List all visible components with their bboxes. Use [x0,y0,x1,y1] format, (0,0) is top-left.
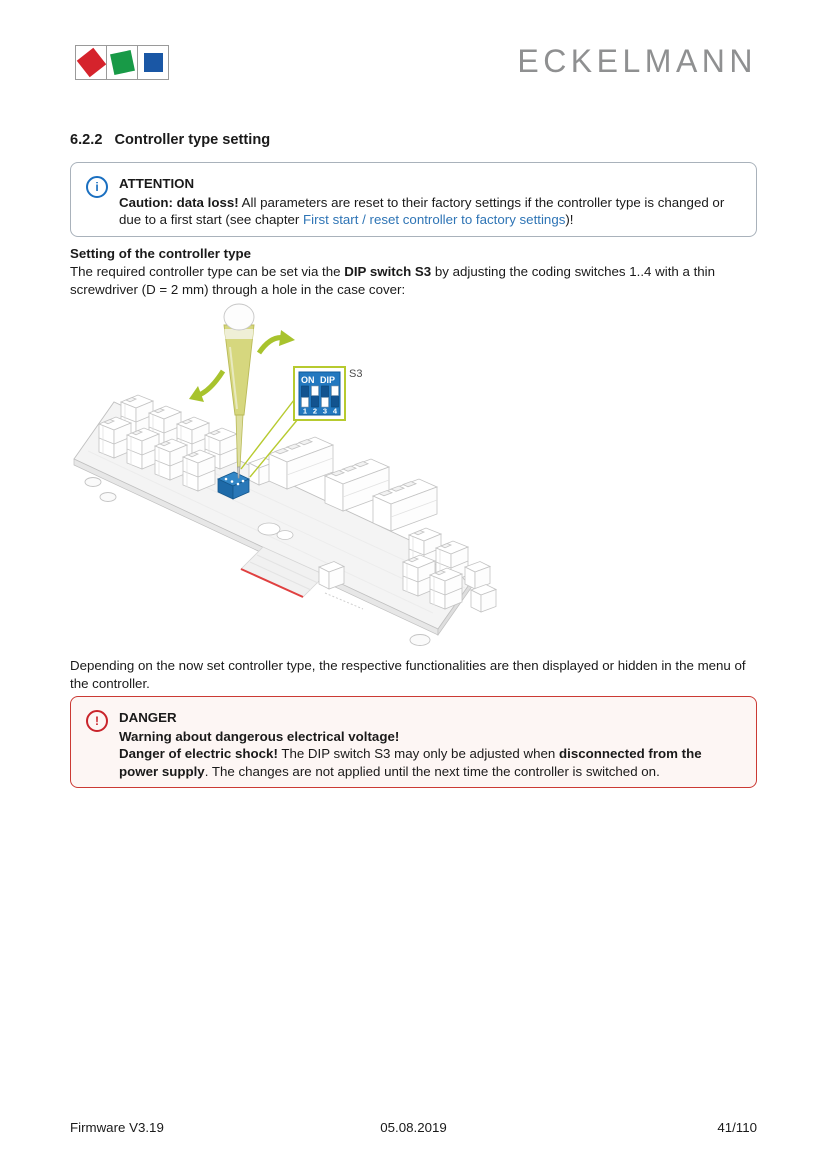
logo-cell-blue [137,45,169,80]
logo-cell-red [75,45,107,80]
footer-date: 05.08.2019 [380,1120,447,1135]
info-icon: i [86,176,108,198]
danger-line2 [119,745,740,780]
green-square-icon [110,50,135,75]
danger-line2-bold1: Danger of electric shock! [119,746,278,762]
section-heading [70,132,270,148]
eckelmann-logo [75,45,168,80]
attention-box [70,162,757,237]
attention-text-part1: All parameters are reset to their factory settings if the controller type is changed or due to a first start (see chapter [119,194,725,228]
chapter-link[interactable]: First start / reset controller to factory settings [303,212,566,228]
attention-title: ATTENTION [119,176,195,191]
danger-box [70,696,757,788]
attention-text [119,194,740,229]
attention-lead-bold: Caution: data loss! [119,194,239,210]
footer-firmware: Firmware V3.19 [70,1120,164,1135]
dip-switch-callout [294,367,345,420]
paragraph-setting [70,263,760,298]
subheading-setting: Setting of the controller type [70,246,251,261]
danger-title: DANGER [119,710,177,725]
svg-text:2: 2 [312,406,318,416]
danger-line1 [119,728,740,746]
red-square-icon [76,48,105,77]
attention-body [119,175,740,229]
p1-bold: DIP switch S3 [344,264,432,279]
board-illustration-figure [73,297,529,655]
svg-text:3: 3 [322,406,328,416]
footer-page-number: 41/110 [717,1120,757,1135]
danger-line2-bold2: disconnected from the power supply [119,746,702,779]
callout-label-s3: S3 [349,368,363,380]
section-title: Controller type setting [114,132,271,148]
svg-text:4: 4 [332,406,338,416]
danger-line1-bold: Warning about dangerous electrical voltage! [119,728,400,744]
svg-text:1: 1 [302,406,308,416]
brand-wordmark: ECKELMANN [517,43,757,79]
dip-dip-label: DIP [320,375,336,385]
danger-line2-part1: The DIP switch S3 may only be adjusted when [277,746,559,762]
attention-text-part2: )! [565,212,574,228]
dip-on-label: ON [301,375,315,385]
paragraph-after-figure: Depending on the now set controller type, the respective functionalities are then displayed or hidden in the menu of the controller. [70,658,746,691]
logo-cell-green [106,45,138,80]
blue-square-icon [144,53,163,72]
page-footer [70,1120,757,1135]
danger-line2-part2: . The changes are not applied until the next time the controller is switched on. [204,763,660,779]
section-number: 6.2.2 [70,132,103,148]
board-illustration [73,297,529,655]
p1-part2: by adjusting the coding switches 1..4 with a thin screwdriver (D = 2 mm) through a hole in the case cover: [70,264,716,297]
p1-part1: The required controller type can be set via the [70,264,345,279]
danger-body [119,709,740,780]
warning-icon: ! [86,710,108,732]
